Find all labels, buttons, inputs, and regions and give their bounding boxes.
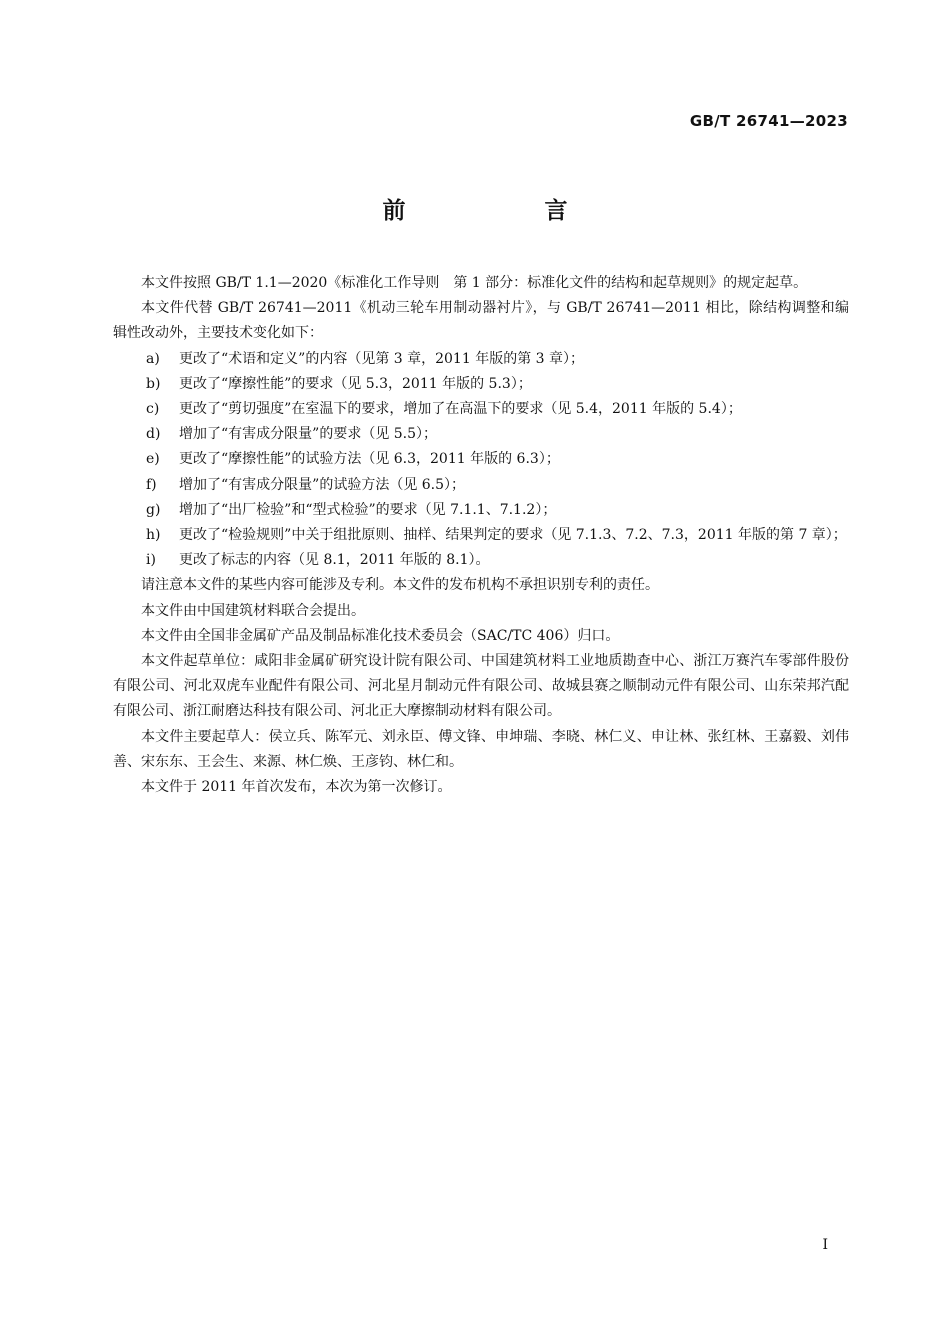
paragraph-drafters: 本文件主要起草人：侯立兵、陈军元、刘永臣、傅文锋、申坤瑞、李晓、林仁义、申让林、张红林、王嘉毅、刘伟善、宋东东、王会生、来源、林仁焕、王彦钧、林仁和。 bbox=[113, 728, 849, 770]
document-code: GB/T 26741—2023 bbox=[689, 112, 848, 130]
list-marker: g) bbox=[146, 501, 161, 518]
foreword-body bbox=[113, 271, 849, 800]
paragraph-proposer: 本文件由中国建筑材料联合会提出。 bbox=[141, 602, 365, 619]
page-title: 前 言 bbox=[382, 198, 626, 224]
list-item-text: 更改了“术语和定义”的内容（见第 3 章，2011 年版的第 3 章）； bbox=[179, 350, 585, 367]
list-item-text: 增加了“有害成分限量”的要求（见 5.5）； bbox=[179, 426, 438, 443]
list-item-text: 更改了“摩擦性能”的要求（见 5.3，2011 年版的 5.3）； bbox=[179, 375, 532, 392]
list-item-text: 更改了“剪切强度”在室温下的要求，增加了在高温下的要求（见 5.4，2011 年版的 5.4）； bbox=[179, 401, 742, 418]
paragraph-drafting-rules: 本文件按照 GB/T 1.1—2020《标准化工作导则 第 1 部分：标准化文件的结构和起草规则》的规定起草。 bbox=[141, 275, 808, 291]
list-marker: c) bbox=[146, 401, 160, 418]
paragraph-drafting-units: 本文件起草单位：咸阳非金属矿研究设计院有限公司、中国建筑材料工业地质勘查中心、浙江万赛汽车零部件股份有限公司、河北双虎车业配件有限公司、河北星月制动元件有限公司、故城县赛之顺制动元件有限公司、山东荣邦汽配有限公司、浙江耐磨达科技有限公司、河北正大摩擦制动材料有限公司。 bbox=[113, 653, 849, 720]
list-marker: h) bbox=[146, 527, 161, 544]
list-item bbox=[113, 548, 849, 573]
list-marker: f) bbox=[146, 476, 157, 493]
list-item bbox=[113, 347, 849, 372]
list-item bbox=[113, 422, 849, 447]
list-marker: e) bbox=[146, 451, 160, 468]
list-item-text: 更改了“摩擦性能”的试验方法（见 6.3，2011 年版的 6.3）； bbox=[179, 451, 560, 468]
list-marker: d) bbox=[146, 426, 161, 443]
list-item-text: 更改了“检验规则”中关于组批原则、抽样、结果判定的要求（见 7.1.3、7.2、7.3，2011 年版的第 7 章）； bbox=[179, 527, 847, 544]
list-item bbox=[113, 447, 849, 472]
page-number: I bbox=[822, 1237, 828, 1253]
list-marker: a) bbox=[146, 350, 160, 367]
changes-list bbox=[113, 347, 849, 574]
paragraph-replacement: 本文件代替 GB/T 26741—2011《机动三轮车用制动器衬片》，与 GB/T 26741—2011 相比，除结构调整和编辑性改动外，主要技术变化如下： bbox=[113, 300, 849, 342]
list-marker: b) bbox=[146, 375, 161, 392]
list-item bbox=[113, 372, 849, 397]
paragraph-committee: 本文件由全国非金属矿产品及制品标准化技术委员会（SAC/TC 406）归口。 bbox=[141, 627, 620, 644]
list-item bbox=[113, 397, 849, 422]
list-item-text: 更改了标志的内容（见 8.1，2011 年版的 8.1）。 bbox=[179, 552, 490, 569]
paragraph-history: 本文件于 2011 年首次发布，本次为第一次修订。 bbox=[141, 779, 452, 796]
list-item bbox=[113, 473, 849, 498]
list-item bbox=[113, 523, 849, 548]
list-marker: i) bbox=[146, 552, 156, 569]
list-item-text: 增加了“出厂检验”和“型式检验”的要求（见 7.1.1、7.1.2）； bbox=[179, 501, 557, 518]
list-item bbox=[113, 498, 849, 523]
list-item-text: 增加了“有害成分限量”的试验方法（见 6.5）； bbox=[179, 476, 466, 493]
paragraph-patent-notice: 请注意本文件的某些内容可能涉及专利。本文件的发布机构不承担识别专利的责任。 bbox=[141, 577, 659, 594]
